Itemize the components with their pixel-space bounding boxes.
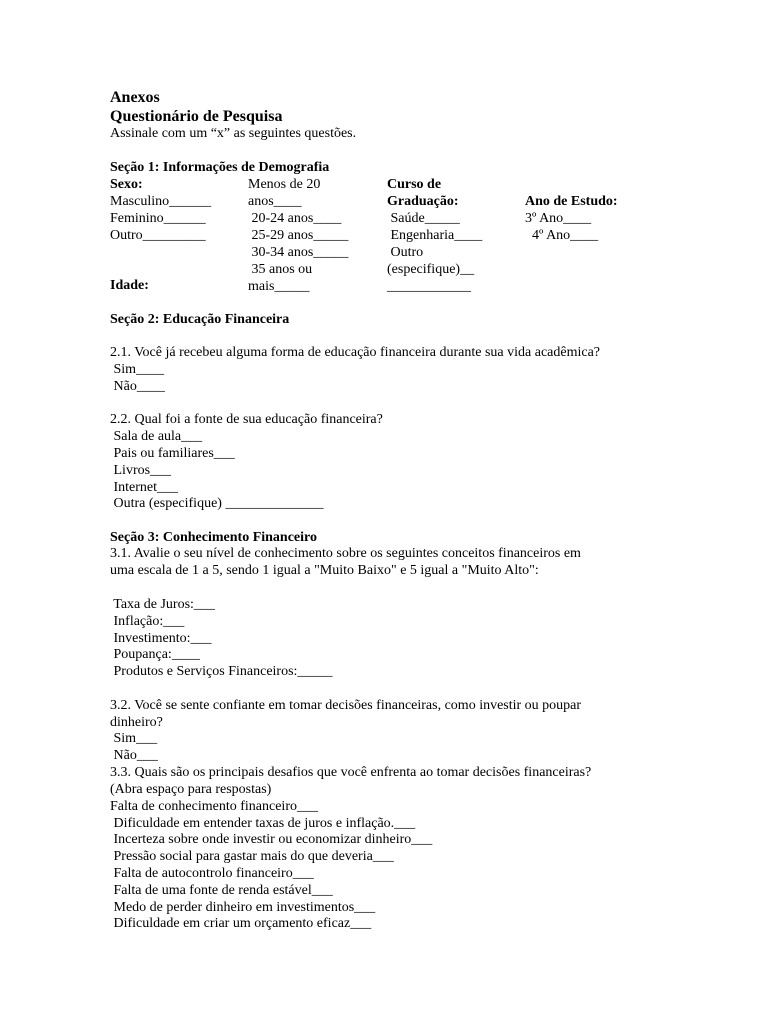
question-3-2-text-line2: dinheiro?	[110, 715, 163, 730]
question-2-2-option-classroom[interactable]: Sala de aula___	[110, 429, 203, 444]
question-3-3-text-line2: (Abra espaço para respostas)	[110, 782, 272, 797]
question-3-1-text-line1: 3.1. Avalie o seu nível de conhecimento sobre os seguintes conceitos financeiros em	[110, 546, 581, 561]
course-label-line2: Graduação:	[387, 194, 459, 209]
question-3-3-item-budget[interactable]: Dificuldade em criar um orçamento eficaz___	[110, 916, 372, 931]
annex-heading: Anexos	[110, 89, 160, 106]
age-option-25-29[interactable]: 25-29 anos_____	[248, 228, 349, 243]
question-3-3-item-uncertainty[interactable]: Incerteza sobre onde investir ou economizar dinheiro___	[110, 832, 433, 847]
course-option-engineering[interactable]: Engenharia____	[387, 228, 483, 243]
age-option-30-34[interactable]: 30-34 anos_____	[248, 245, 349, 260]
course-option-other-line3[interactable]: ____________	[387, 279, 471, 294]
question-3-1-text-line2: uma escala de 1 a 5, sendo 1 igual a "Muito Baixo" e 5 igual a "Muito Alto":	[110, 563, 539, 578]
question-3-3-text-line1: 3.3. Quais são os principais desafios que você enfrenta ao tomar decisões financeiras?	[110, 765, 592, 780]
age-option-20-24[interactable]: 20-24 anos____	[248, 211, 342, 226]
sex-option-male[interactable]: Masculino______	[110, 194, 212, 209]
question-3-1-item-products[interactable]: Produtos e Serviços Financeiros:_____	[110, 664, 333, 679]
age-option-35-plus-line1[interactable]: 35 anos ou	[248, 262, 313, 277]
question-2-2-option-other[interactable]: Outra (especifique) ______________	[110, 496, 324, 511]
section3-heading: Seção 3: Conhecimento Financeiro	[110, 530, 317, 545]
question-3-1-item-inflation[interactable]: Inflação:___	[110, 614, 185, 629]
question-3-3-item-self-control[interactable]: Falta de autocontrolo financeiro___	[110, 866, 314, 881]
year-option-3rd[interactable]: 3º Ano____	[525, 211, 592, 226]
question-2-1-option-no[interactable]: Não____	[110, 379, 165, 394]
question-3-1-item-investment[interactable]: Investimento:___	[110, 631, 212, 646]
age-option-under-20-line1[interactable]: Menos de 20	[248, 177, 321, 192]
sex-label: Sexo:	[110, 177, 143, 192]
question-3-3-item-knowledge[interactable]: Falta de conhecimento financeiro___	[110, 799, 318, 814]
age-label: Idade:	[110, 278, 149, 293]
section1-heading: Seção 1: Informações de Demografia	[110, 160, 330, 175]
question-3-3-item-income[interactable]: Falta de uma fonte de renda estável___	[110, 883, 333, 898]
question-3-2-option-no[interactable]: Não___	[110, 748, 158, 763]
question-3-2-text-line1: 3.2. Você se sente confiante em tomar decisões financeiras, como investir ou poupar	[110, 698, 582, 713]
course-option-health[interactable]: Saúde_____	[387, 211, 460, 226]
question-3-1-item-interest[interactable]: Taxa de Juros:___	[110, 597, 215, 612]
age-option-under-20-line2[interactable]: anos____	[248, 194, 302, 209]
sex-option-other[interactable]: Outro_________	[110, 228, 206, 243]
question-3-2-option-yes[interactable]: Sim___	[110, 731, 158, 746]
page-title: Questionário de Pesquisa	[110, 108, 283, 125]
question-3-3-item-fear[interactable]: Medo de perder dinheiro em investimentos___	[110, 900, 376, 915]
question-2-2-option-internet[interactable]: Internet___	[110, 480, 179, 495]
course-label-line1: Curso de	[387, 177, 442, 192]
section2-heading: Seção 2: Educação Financeira	[110, 312, 290, 327]
question-2-1-text: 2.1. Você já recebeu alguma forma de educação financeira durante sua vida acadêmica?	[110, 345, 600, 360]
year-option-4th[interactable]: 4º Ano____	[525, 228, 599, 243]
sex-option-female[interactable]: Feminino______	[110, 211, 206, 226]
question-2-1-option-yes[interactable]: Sim____	[110, 362, 165, 377]
course-option-other-line2[interactable]: (especifique)__	[387, 262, 475, 277]
question-3-3-item-social-pressure[interactable]: Pressão social para gastar mais do que deveria___	[110, 849, 394, 864]
question-3-3-item-rates[interactable]: Dificuldade em entender taxas de juros e inflação.___	[110, 816, 416, 831]
question-2-2-option-books[interactable]: Livros___	[110, 463, 172, 478]
question-3-1-item-savings[interactable]: Poupança:____	[110, 647, 200, 662]
course-option-other-line1[interactable]: Outro	[387, 245, 424, 260]
year-label: Ano de Estudo:	[525, 194, 618, 209]
question-2-2-text: 2.2. Qual foi a fonte de sua educação financeira?	[110, 412, 383, 427]
age-option-35-plus-line2[interactable]: mais_____	[248, 279, 310, 294]
instruction-text: Assinale com um “x” as seguintes questões.	[110, 126, 357, 141]
question-2-2-option-family[interactable]: Pais ou familiares___	[110, 446, 235, 461]
